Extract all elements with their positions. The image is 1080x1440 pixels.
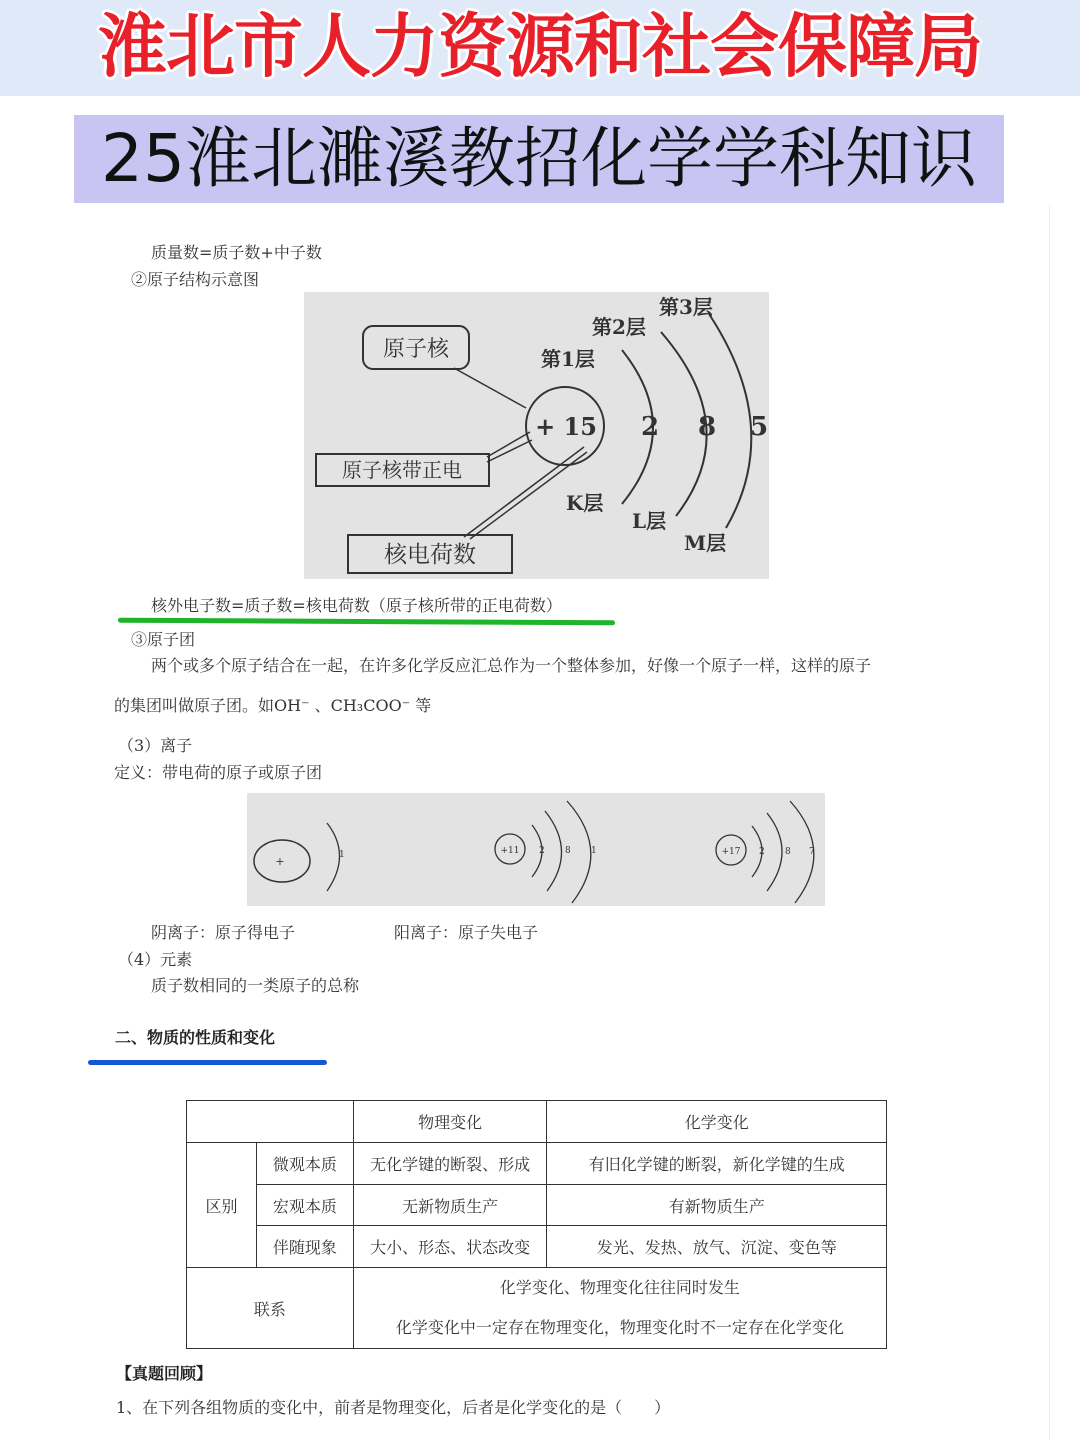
change-comparison-table [186, 1100, 887, 1349]
layer-label-3: 第3层 [659, 295, 713, 319]
pointer-line [454, 368, 526, 408]
green-highlight-underline [118, 618, 615, 626]
review-question: 1、在下列各组物质的变化中，前者是物理变化，后者是化学变化的是（ ） [116, 1398, 671, 1417]
shell-name-l: L层 [632, 509, 667, 533]
electron-equation: 核外电子数=质子数=核电荷数（原子核所带的正电荷数） [151, 596, 562, 615]
table-row [187, 1226, 887, 1268]
relation-text-1: 化学变化、物理变化往往同时发生 [499, 1278, 740, 1297]
header-physical: 物理变化 [353, 1101, 547, 1143]
atom2-electron-m: 1 [591, 846, 597, 856]
atom2-electron-l: 8 [565, 846, 571, 856]
relation-row [187, 1268, 887, 1349]
atom2-shell-2 [545, 811, 562, 891]
electron-count-l: 8 [697, 412, 717, 442]
row-label: 微观本质 [256, 1143, 353, 1185]
table-row [187, 1143, 887, 1185]
atom1-nucleus-label: + [275, 855, 285, 868]
blue-highlight-underline [88, 1060, 327, 1065]
atom3-electron-m: 7 [809, 847, 815, 857]
atom2-nucleus-label: +11 [500, 846, 520, 856]
layer-label-2: 第2层 [592, 315, 646, 339]
diagram-heading: ②原子结构示意图 [131, 270, 260, 289]
positive-label: 原子核带正电 [342, 458, 462, 482]
electron-count-k: 2 [640, 412, 660, 442]
atom3-shell-2 [767, 813, 782, 891]
physical-cell: 无新物质生产 [353, 1185, 547, 1226]
row-label: 伴随现象 [256, 1226, 353, 1268]
physical-cell: 无化学键的断裂、形成 [353, 1143, 547, 1185]
chemical-cell: 有新物质生产 [547, 1185, 887, 1226]
element-heading: （4）元素 [118, 950, 193, 969]
atom1-electrons: 1 [339, 850, 345, 860]
shell-name-k: K层 [566, 491, 604, 515]
ion-definition: 定义：带电荷的原子或原子团 [114, 763, 323, 782]
page-subtitle: 25淮北濉溪教招化学学科知识 [101, 120, 977, 197]
atom3-nucleus-label: +17 [721, 847, 741, 857]
atom1-shell [327, 823, 340, 891]
element-definition: 质子数相同的一类原子的总称 [151, 976, 360, 995]
atom2-electron-k: 2 [539, 846, 545, 856]
electron-count-m: 5 [749, 412, 769, 442]
ion-diagram [247, 793, 825, 906]
anion-text: 阴离子：原子得电子 [151, 923, 296, 942]
relation-text-2: 化学变化中一定存在物理变化，物理变化时不一定存在化学变化 [395, 1318, 844, 1337]
shell-name-m: M层 [684, 531, 727, 555]
atom-structure-diagram [304, 292, 769, 579]
layer-label-1: 第1层 [541, 347, 595, 371]
section-two-heading: 二、物质的性质和变化 [115, 1028, 276, 1047]
table-corner-cell [187, 1101, 354, 1143]
difference-label: 区别 [187, 1143, 257, 1268]
cation-text: 阳离子：原子失电子 [394, 923, 539, 942]
atomic-group-text-2: 的集团叫做原子团。如OH⁻ 、CH₃COO⁻ 等 [114, 696, 432, 715]
relation-cell [353, 1268, 886, 1349]
review-heading: 【真题回顾】 [116, 1364, 213, 1383]
ion-heading: （3）离子 [118, 736, 193, 755]
charge-label: 核电荷数 [384, 542, 476, 568]
atomic-group-text-1: 两个或多个原子结合在一起，在许多化学反应汇总作为一个整体参加，好像一个原子一样，这样的原子 [151, 656, 872, 675]
relation-label: 联系 [187, 1268, 354, 1349]
nucleus-label: 原子核 [382, 337, 450, 362]
atomic-group-heading: ③原子团 [131, 630, 196, 649]
mass-number-formula: 质量数=质子数+中子数 [151, 243, 322, 262]
chemical-cell: 有旧化学键的断裂，新化学键的生成 [547, 1143, 887, 1185]
chemical-cell: 发光、发热、放气、沉淀、变色等 [547, 1226, 887, 1268]
nucleus-value: + 15 [535, 412, 597, 441]
banner-title: 淮北市人力资源和社会保障局 [98, 7, 982, 87]
physical-cell: 大小、形态、状态改变 [353, 1226, 547, 1268]
atom3-electron-k: 2 [759, 847, 765, 857]
table-header-row [187, 1101, 887, 1143]
atom3-electron-l: 8 [785, 847, 791, 857]
table-row [187, 1185, 887, 1226]
row-label: 宏观本质 [256, 1185, 353, 1226]
header-chemical: 化学变化 [547, 1101, 887, 1143]
page-edge-divider [1049, 205, 1050, 1440]
